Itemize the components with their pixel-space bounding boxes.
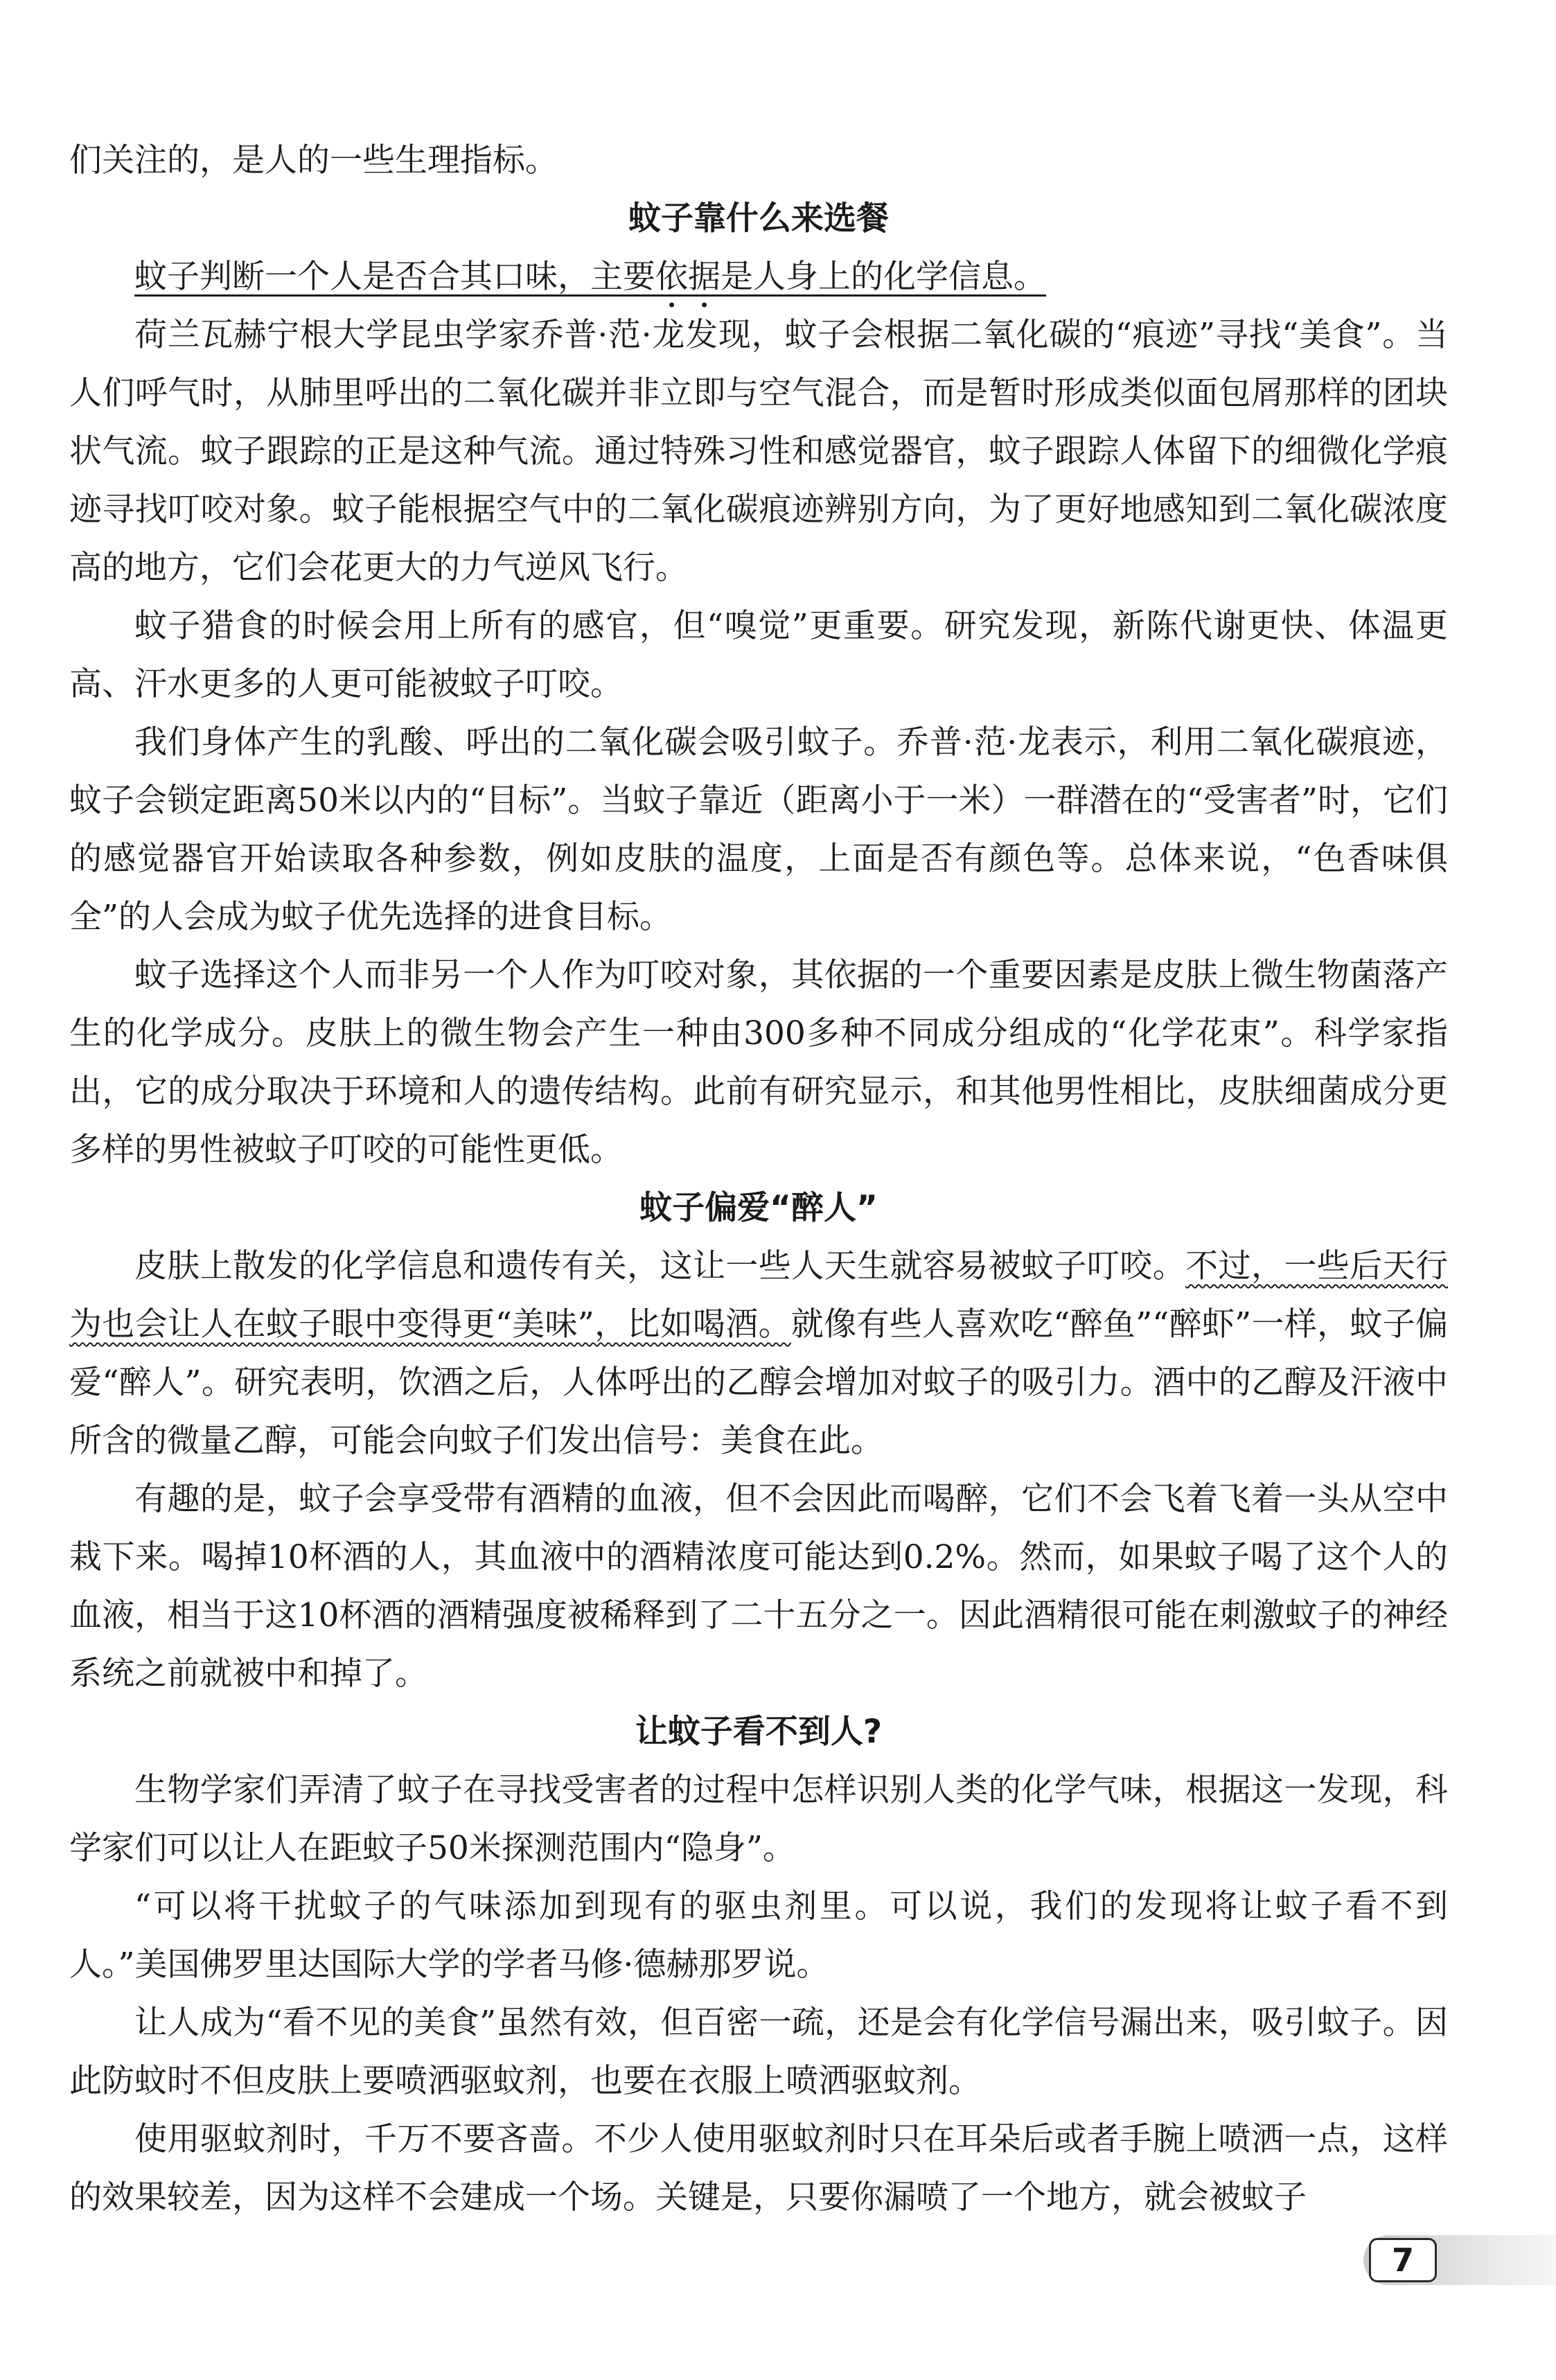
dot-emphasis: 依据 [655,258,720,296]
paragraph-alcohol-attraction: 皮肤上散发的化学信息和遗传有关，这让一些人天生就容易被蚊子叮咬。不过，一些后天行为也会让人在蚊子眼中变得更“美味”，比如喝酒。就像有些人喜欢吃“醉鱼”“醉虾”一样，蚊子偏爱“醉人”。研究表明，饮酒之后，人体呼出的乙醇会增加对蚊子的吸引力。酒中的乙醇及汗液中所含的微量乙醇，可能会向蚊子们发出信号：美食在此。 [69,1247,1449,1460]
paragraph-invisibility: 生物学家们弄清了蚊子在寻找受害者的过程中怎样识别人类的化学气味，根据这一发现，科学家们可以让人在距蚊子50米探测范围内“隐身”。 [69,1771,1448,1867]
page-number: 7 [1369,2238,1437,2282]
paragraph-repellent-usage: 使用驱蚊剂时，千万不要吝啬。不少人使用驱蚊剂时只在耳朵后或者手腕上喷洒一点，这样的效果较差，因为这样不会建成一个场。关键是，只要你漏喷了一个地方，就会被蚊子 [69,2120,1448,2216]
wavy-underlined-sentence: 不过，一些后天行为也会让人在蚊子眼中变得更“美味”，比如喝酒。 [69,1247,1449,1343]
continued-paragraph: 们关注的，是人的一些生理指标。 [69,141,558,179]
section-heading-drunk-people: 蚊子偏爱“醉人” [639,1189,878,1227]
paragraph-repellent-clothes: 让人成为“看不见的美食”虽然有效，但百密一疏，还是会有化学信号漏出来，吸引蚊子。因此防蚊时不但皮肤上要喷洒驱蚊剂，也要在衣服上喷洒驱蚊剂。 [69,2004,1448,2100]
paragraph-skin-microbes: 蚊子选择这个人而非另一个人作为叮咬对象，其依据的一个重要因素是皮肤上微生物菌落产生的化学成分。皮肤上的微生物会产生一种由300多种不同成分组成的“化学花束”。科学家指出，它的成分取决于环境和人的遗传结构。此前有研究显示，和其他男性相比，皮肤细菌成分更多样的男性被蚊子叮咬的可能性更低。 [69,956,1448,1169]
paragraph-quote: “可以将干扰蚊子的气味添加到现有的驱虫剂里。可以说，我们的发现将让蚊子看不到人。”美国佛罗里达国际大学的学者马修·德赫那罗说。 [69,1887,1448,1984]
section-heading-invisible: 让蚊子看不到人? [635,1713,883,1751]
paragraph-lactic-acid: 我们身体产生的乳酸、呼出的二氧化碳会吸引蚊子。乔普·范·龙表示，利用二氧化碳痕迹，蚊子会锁定距离50米以内的“目标”。当蚊子靠近（距离小于一米）一群潜在的“受害者”时，它们的感觉器官开始读取各种参数，例如皮肤的温度，上面是否有颜色等。总体来说，“色香味俱全”的人会成为蚊子优先选择的进食目标。 [69,723,1448,936]
paragraph-smell: 蚊子猎食的时候会用上所有的感官，但“嗅觉”更重要。研究发现，新陈代谢更快、体温更高、汗水更多的人更可能被蚊子叮咬。 [69,607,1448,703]
paragraph-co2-trace: 荷兰瓦赫宁根大学昆虫学家乔普·范·龙发现，蚊子会根据二氧化碳的“痕迹”寻找“美食”。当人们呼气时，从肺里呼出的二氧化碳并非立即与空气混合，而是暂时形成类似面包屑那样的团块状气流。蚊子跟踪的正是这种气流。通过特殊习性和感觉器官，蚊子跟踪人体留下的细微化学痕迹寻找叮咬对象。蚊子能根据空气中的二氧化碳痕迹辨别方向，为了更好地感知到二氧化碳浓度高的地方，它们会花更大的力气逆风飞行。 [69,316,1448,587]
paragraph-alcohol-blood: 有趣的是，蚊子会享受带有酒精的血液，但不会因此而喝醉，它们不会飞着飞着一头从空中栽下来。喝掉10杯酒的人，其血液中的酒精浓度可能达到0.2%。然而，如果蚊子喝了这个人的血液，相当于这10杯酒的酒精强度被稀释到了二十五分之一。因此酒精很可能在刺激蚊子的神经系统之前就被中和掉了。 [69,1480,1448,1693]
section-heading-mosquito-food-choice: 蚊子靠什么来选餐 [628,200,889,238]
lead-sentence [69,248,1448,315]
underlined-key-sentence: 蚊子判断一个人是否合其口味，主要依据是人身上的化学信息。 [134,258,1046,296]
